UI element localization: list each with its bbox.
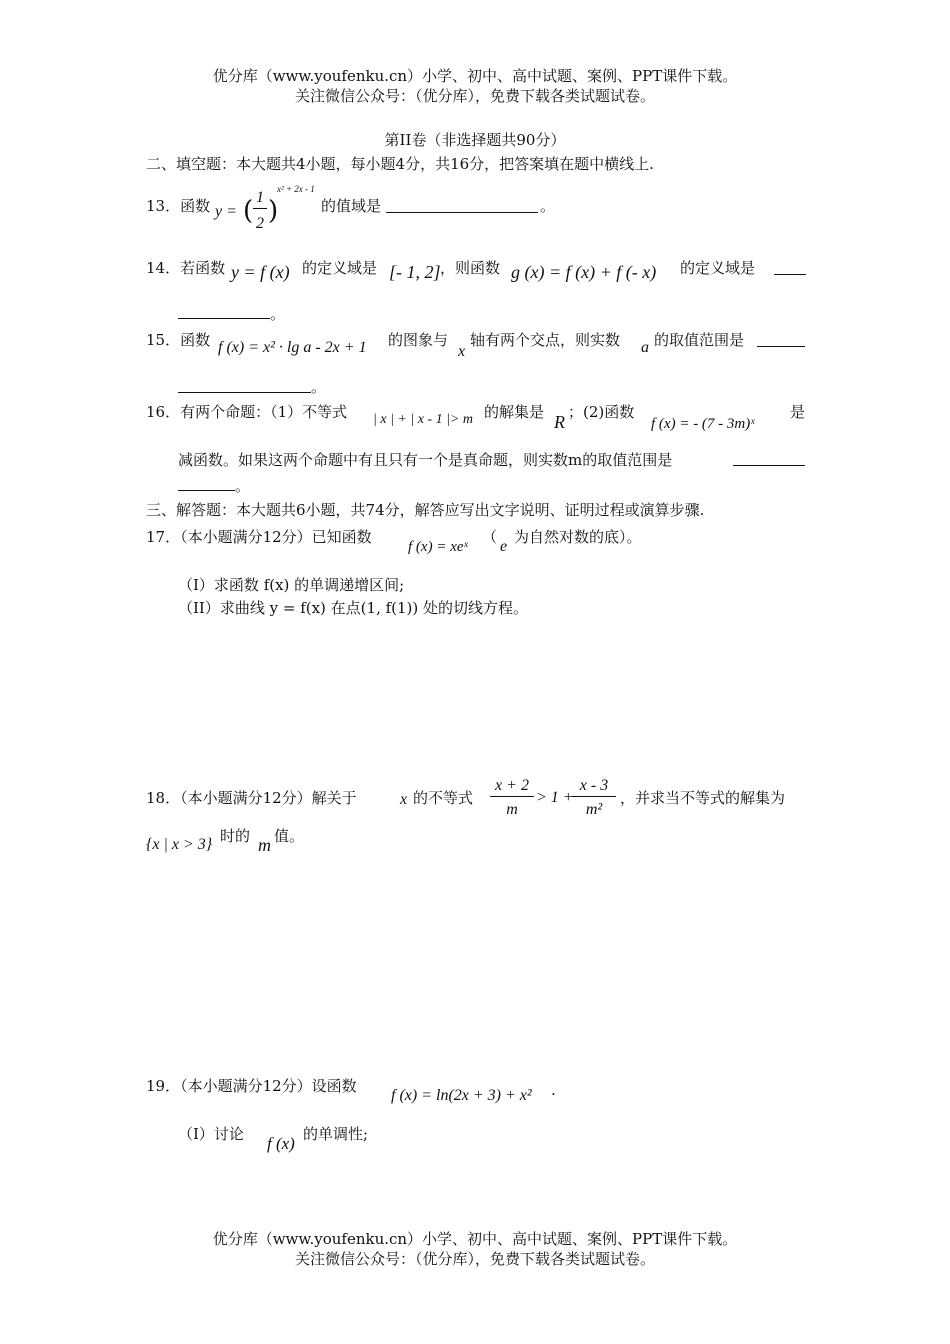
q16-line2: 减函数。如果这两个命题中有且只有一个是真命题，则实数m的取值范围是 — [178, 451, 673, 469]
q18-set: {x | x > 3} — [146, 836, 213, 853]
q16-f: f (x) = - (7 - 3m)ˣ — [651, 416, 755, 432]
q14-g: g (x) = f (x) + f (- x) — [511, 262, 657, 282]
q19-end: . — [551, 1081, 556, 1099]
part2-heading: 二、填空题：本大题共4小题，每小题4分，共16分，把答案填在题中横线上. — [146, 155, 654, 173]
q15-blank-2 — [178, 392, 311, 393]
header-line-2: 关注微信公众号：（优分库），免费下载各类试题试卷。 — [294, 87, 655, 105]
q17-e: e — [500, 538, 508, 555]
q16-blank-2 — [178, 490, 235, 491]
q15-a: a — [641, 339, 649, 356]
q17-num: 17．（本小题满分12分）已知函数 — [146, 528, 372, 546]
q15-mid1: 的图象与 — [388, 331, 449, 349]
q14-f: y = f (x) — [231, 262, 290, 282]
q19-f: f (x) = ln(2x + 3) + x² — [391, 1087, 532, 1104]
q18-mid1: 的不等式 — [413, 789, 474, 807]
q17-part2: （II）求曲线 y = f(x) 在点(1, f(1)) 处的切线方程。 — [178, 599, 529, 617]
q18-num1: x + 2 — [490, 776, 534, 797]
footer-line-2: 关注微信公众号：（优分库），免费下载各类试题试卷。 — [294, 1250, 655, 1268]
q15-x: x — [458, 343, 466, 360]
q15-end: 。 — [311, 378, 327, 396]
q15-num: 15．函数 — [146, 331, 211, 349]
q16-num: 16．有两个命题：（1）不等式 — [146, 403, 348, 421]
q16-mid1: 的解集是 — [484, 403, 545, 421]
q13-y: y = — [215, 203, 237, 220]
q18-num: 18．（本小题满分12分）解关于 — [146, 789, 357, 807]
q18-op: > 1 + — [536, 789, 574, 806]
q16-R: R — [554, 412, 565, 432]
q16-mid3: 是 — [790, 403, 806, 421]
q16-ineq: | x | + | x - 1 |> m — [373, 412, 473, 427]
q18-mid2: ，并求当不等式的解集为 — [620, 789, 786, 807]
header-line-1: 优分库（www.youfenku.cn）小学、初中、高中试题、案例、PPT课件下载。 — [212, 67, 738, 85]
q15-f: f (x) = x² · lg a - 2x + 1 — [218, 339, 367, 356]
q14-blank-2 — [178, 318, 270, 319]
q13-blank — [386, 212, 538, 213]
q17-f: f (x) = xeˣ — [408, 539, 468, 555]
q19-num: 19．（本小题满分12分）设函数 — [146, 1077, 357, 1095]
q15-mid2: 轴有两个交点，则实数 — [470, 331, 621, 349]
q18-den1: m — [506, 801, 518, 818]
q13-num: 13．函数 — [146, 197, 211, 215]
q13-exp: x² + 2x - 1 — [277, 184, 315, 194]
q18-num2: x - 3 — [572, 776, 616, 797]
q16-mid2: ；(2)函数 — [568, 403, 635, 421]
q14-suffix: 的定义域是 — [680, 259, 756, 277]
q13-paren-right: ) — [268, 196, 279, 226]
q13-frac-den: 2 — [256, 215, 264, 232]
q14-mid1: 的定义域是 — [302, 259, 378, 277]
q13-end: 。 — [540, 197, 556, 215]
q13-frac-num: 1 — [253, 188, 267, 209]
q17-note: 为自然对数的底）。 — [514, 528, 642, 546]
q18-den2: m² — [585, 801, 603, 818]
part3-heading: 三、解答题：本大题共6小题，共74分，解答应写出文字说明、证明过程或演算步骤. — [146, 501, 705, 519]
q19-part1: （I）讨论 — [178, 1125, 244, 1143]
q18-m: m — [258, 835, 271, 855]
q17-note-open: （ — [482, 528, 498, 546]
q16-end: 。 — [235, 477, 251, 495]
q13-suffix: 的值域是 — [321, 197, 382, 215]
q14-mid2: ，则函数 — [440, 259, 501, 277]
section-title: 第II卷（非选择题共90分） — [384, 131, 566, 149]
q16-blank-1 — [733, 465, 805, 466]
q18-mid3: 时的 — [220, 827, 251, 845]
q19-fx: f (x) — [267, 1134, 295, 1153]
q14-domain: [- 1, 2] — [389, 262, 441, 282]
q15-suffix: 的取值范围是 — [654, 331, 745, 349]
q13-paren-left: ( — [243, 196, 254, 226]
q14-blank-1 — [774, 274, 806, 275]
footer-line-1: 优分库（www.youfenku.cn）小学、初中、高中试题、案例、PPT课件下载。 — [212, 1230, 738, 1248]
q15-blank-1 — [757, 346, 805, 347]
q14-num: 14．若函数 — [146, 259, 226, 277]
q18-x: x — [400, 791, 408, 808]
q18-end: 值。 — [274, 827, 305, 845]
q17-part1: （I）求函数 f(x) 的单调递增区间; — [178, 576, 405, 594]
q19-part1-end: 的单调性; — [303, 1125, 369, 1143]
q13 — [146, 196, 210, 216]
q14-end: 。 — [270, 305, 286, 323]
